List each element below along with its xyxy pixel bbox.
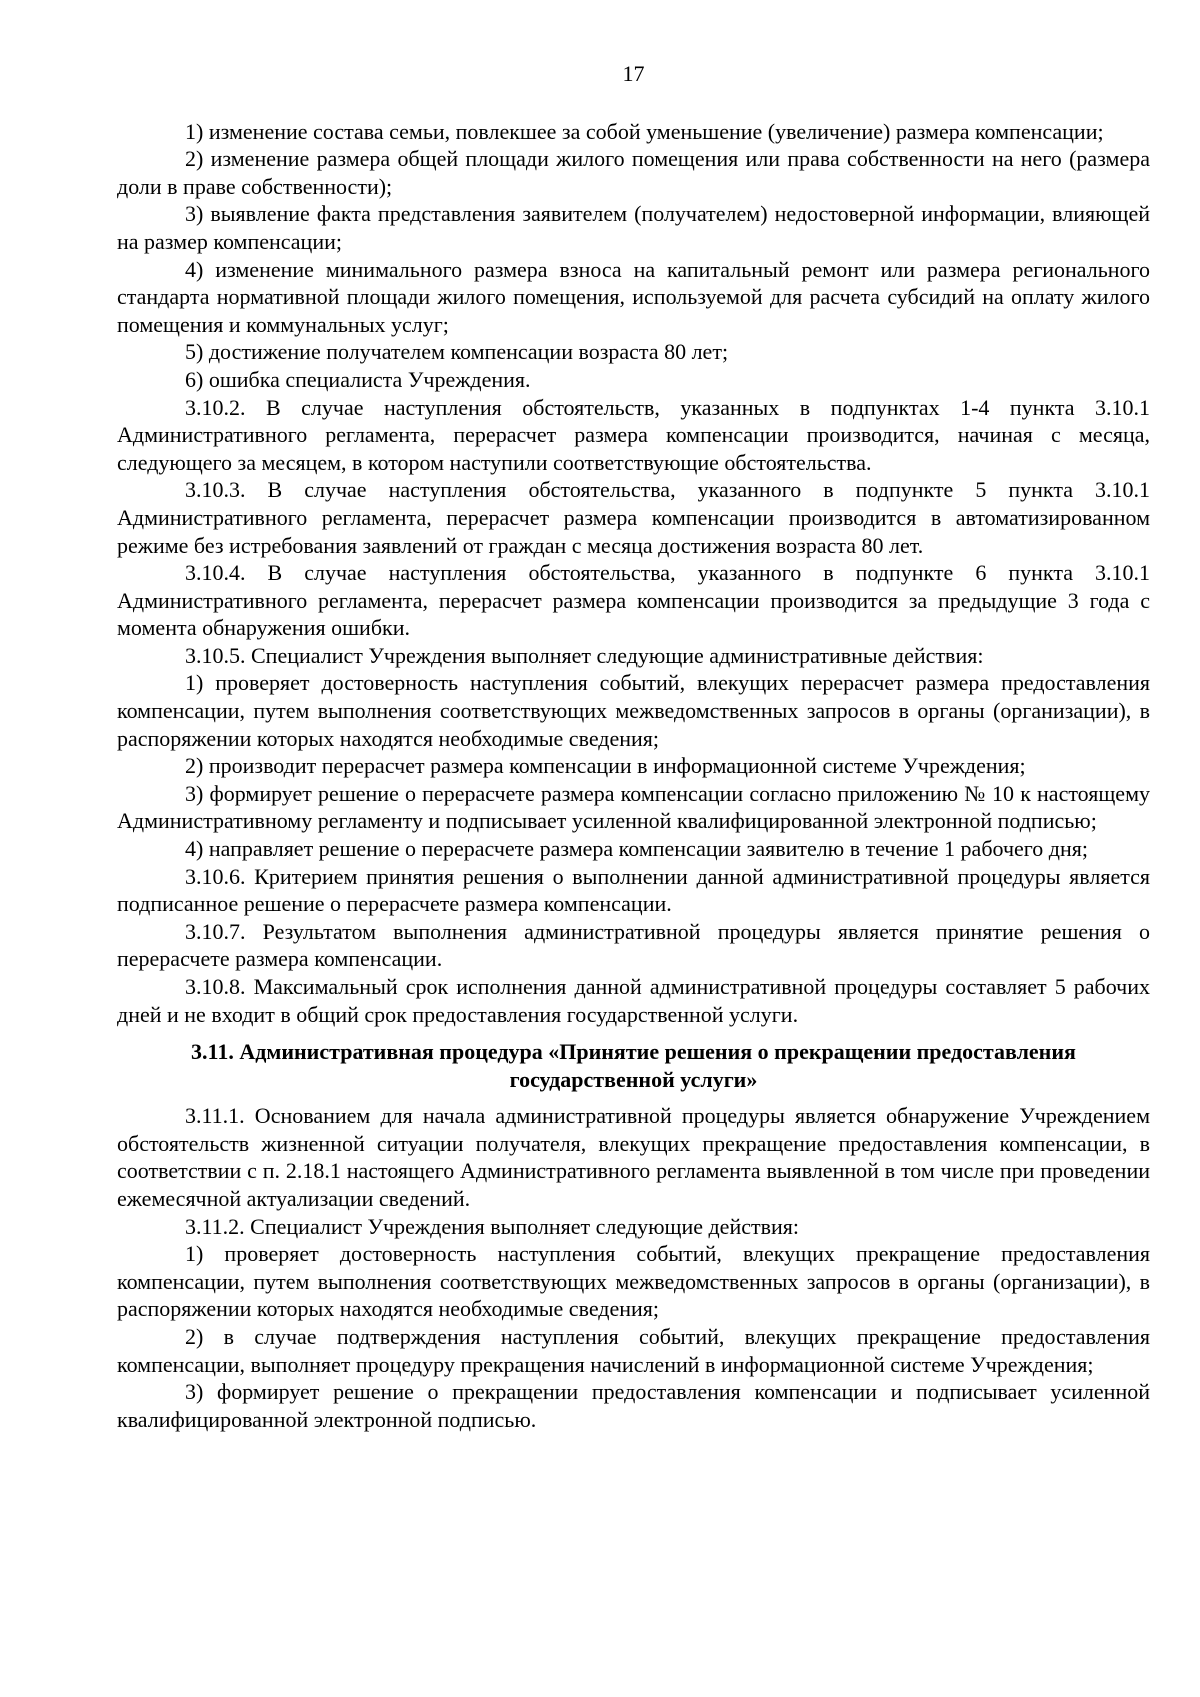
paragraph-3-10-2: 3.10.2. В случае наступления обстоятельств, указанных в подпунктах 1-4 пункта 3.10.1 Административного регламента, перерасчет размера компенсации производится, начиная с месяца, следующего за месяцем, в котором наступили соответствующие обстоятельства. [117, 394, 1150, 475]
paragraph-item-1: 1) изменение состава семьи, повлекшее за собой уменьшение (увеличение) размера компенсации; [185, 118, 1104, 144]
paragraph-3-10-7: 3.10.7. Результатом выполнения административной процедуры является принятие решения о перерасчете размера компенсации. [117, 918, 1150, 972]
paragraph-3-11-2-item-3: 3) формирует решение о прекращении предоставления компенсации и подписывает усиленной квалифицированной электронной подписью. [117, 1379, 1150, 1432]
paragraph-item-4: 4) изменение минимального размера взноса на капитальный ремонт или размера регионального стандарта нормативной площади жилого помещения, используемой для расчета субсидий на оплату жилого помещения и коммунальных услуг; [117, 256, 1150, 337]
page-number: 17 [622, 61, 645, 86]
paragraph-item-5: 5) достижение получателем компенсации возраста 80 лет; [185, 339, 729, 365]
paragraph-3-11-2: 3.11.2. Специалист Учреждения выполняет следующие действия: [185, 1213, 799, 1239]
paragraph-3-11-2-item-2: 2) в случае подтверждения наступления событий, влекущих прекращение предоставления компенсации, выполняет процедуру прекращения начислений в информационной системе Учреждения; [117, 1323, 1150, 1377]
document-page [117, 60, 1150, 1433]
section-heading-3-11 [117, 1038, 1150, 1094]
paragraph-3-10-5-item-3: 3) формирует решение о перерасчете размера компенсации согласно приложению № 10 к настоящему Административному регламенту и подписывает усиленной квалифицированной электронной подписью; [117, 780, 1150, 834]
paragraph-3-10-3: 3.10.3. В случае наступления обстоятельства, указанного в подпункте 5 пункта 3.10.1 Административного регламента, перерасчет размера компенсации производится в автоматизированном режиме без истребования заявлений от граждан с месяца достижения возраста 80 лет. [117, 477, 1150, 558]
paragraph-3-10-4: 3.10.4. В случае наступления обстоятельства, указанного в подпункте 6 пункта 3.10.1 Административного регламента, перерасчет размера компенсации производится за предыдущие 3 года с момента обнаружения ошибки. [117, 560, 1150, 641]
paragraph-3-10-5-item-1: 1) проверяет достоверность наступления событий, влекущих перерасчет размера предоставления компенсации, путем выполнения соответствующих межведомственных запросов в органы (организации), в распоряжении которых находятся необходимые сведения; [117, 670, 1150, 751]
paragraph-3-11-1: 3.11.1. Основанием для начала административной процедуры является обнаружение Учреждением обстоятельств жизненной ситуации получателя, влекущих прекращение предоставления компенсации, в соответствии с п. 2.18.1 настоящего Административного регламента выявленной в том числе при проведении ежемесячной актуализации сведений. [117, 1103, 1150, 1211]
paragraph-3-10-5: 3.10.5. Специалист Учреждения выполняет следующие административные действия: [185, 642, 984, 668]
paragraph-3-11-2-item-1: 1) проверяет достоверность наступления событий, влекущих прекращение предоставления компенсации, путем выполнения соответствующих межведомственных запросов в органы (организации), в распоряжении которых находятся необходимые сведения; [117, 1241, 1150, 1322]
paragraph-3-10-5-item-2: 2) производит перерасчет размера компенсации в информационной системе Учреждения; [185, 753, 1026, 779]
paragraph-3-10-8: 3.10.8. Максимальный срок исполнения данной административной процедуры составляет 5 рабочих дней и не входит в общий срок предоставления государственной услуги. [117, 974, 1150, 1027]
section-heading-line-2: государственной услуги» [509, 1067, 758, 1093]
paragraph-item-2: 2) изменение размера общей площади жилого помещения или права собственности на него (размера доли в праве собственности); [117, 146, 1150, 199]
paragraph-item-6: 6) ошибка специалиста Учреждения. [185, 366, 531, 392]
section-heading-line-1: 3.11. Административная процедура «Принятие решения о прекращении предоставления [191, 1039, 1076, 1065]
paragraph-item-3: 3) выявление факта представления заявителем (получателем) недостоверной информации, влияющей на размер компенсации; [117, 201, 1150, 254]
paragraph-3-10-6: 3.10.6. Критерием принятия решения о выполнении данной административной процедуры является подписанное решение о перерасчете размера компенсации. [117, 863, 1150, 917]
paragraph-3-10-5-item-4: 4) направляет решение о перерасчете размера компенсации заявителю в течение 1 рабочего дня; [185, 836, 1088, 862]
